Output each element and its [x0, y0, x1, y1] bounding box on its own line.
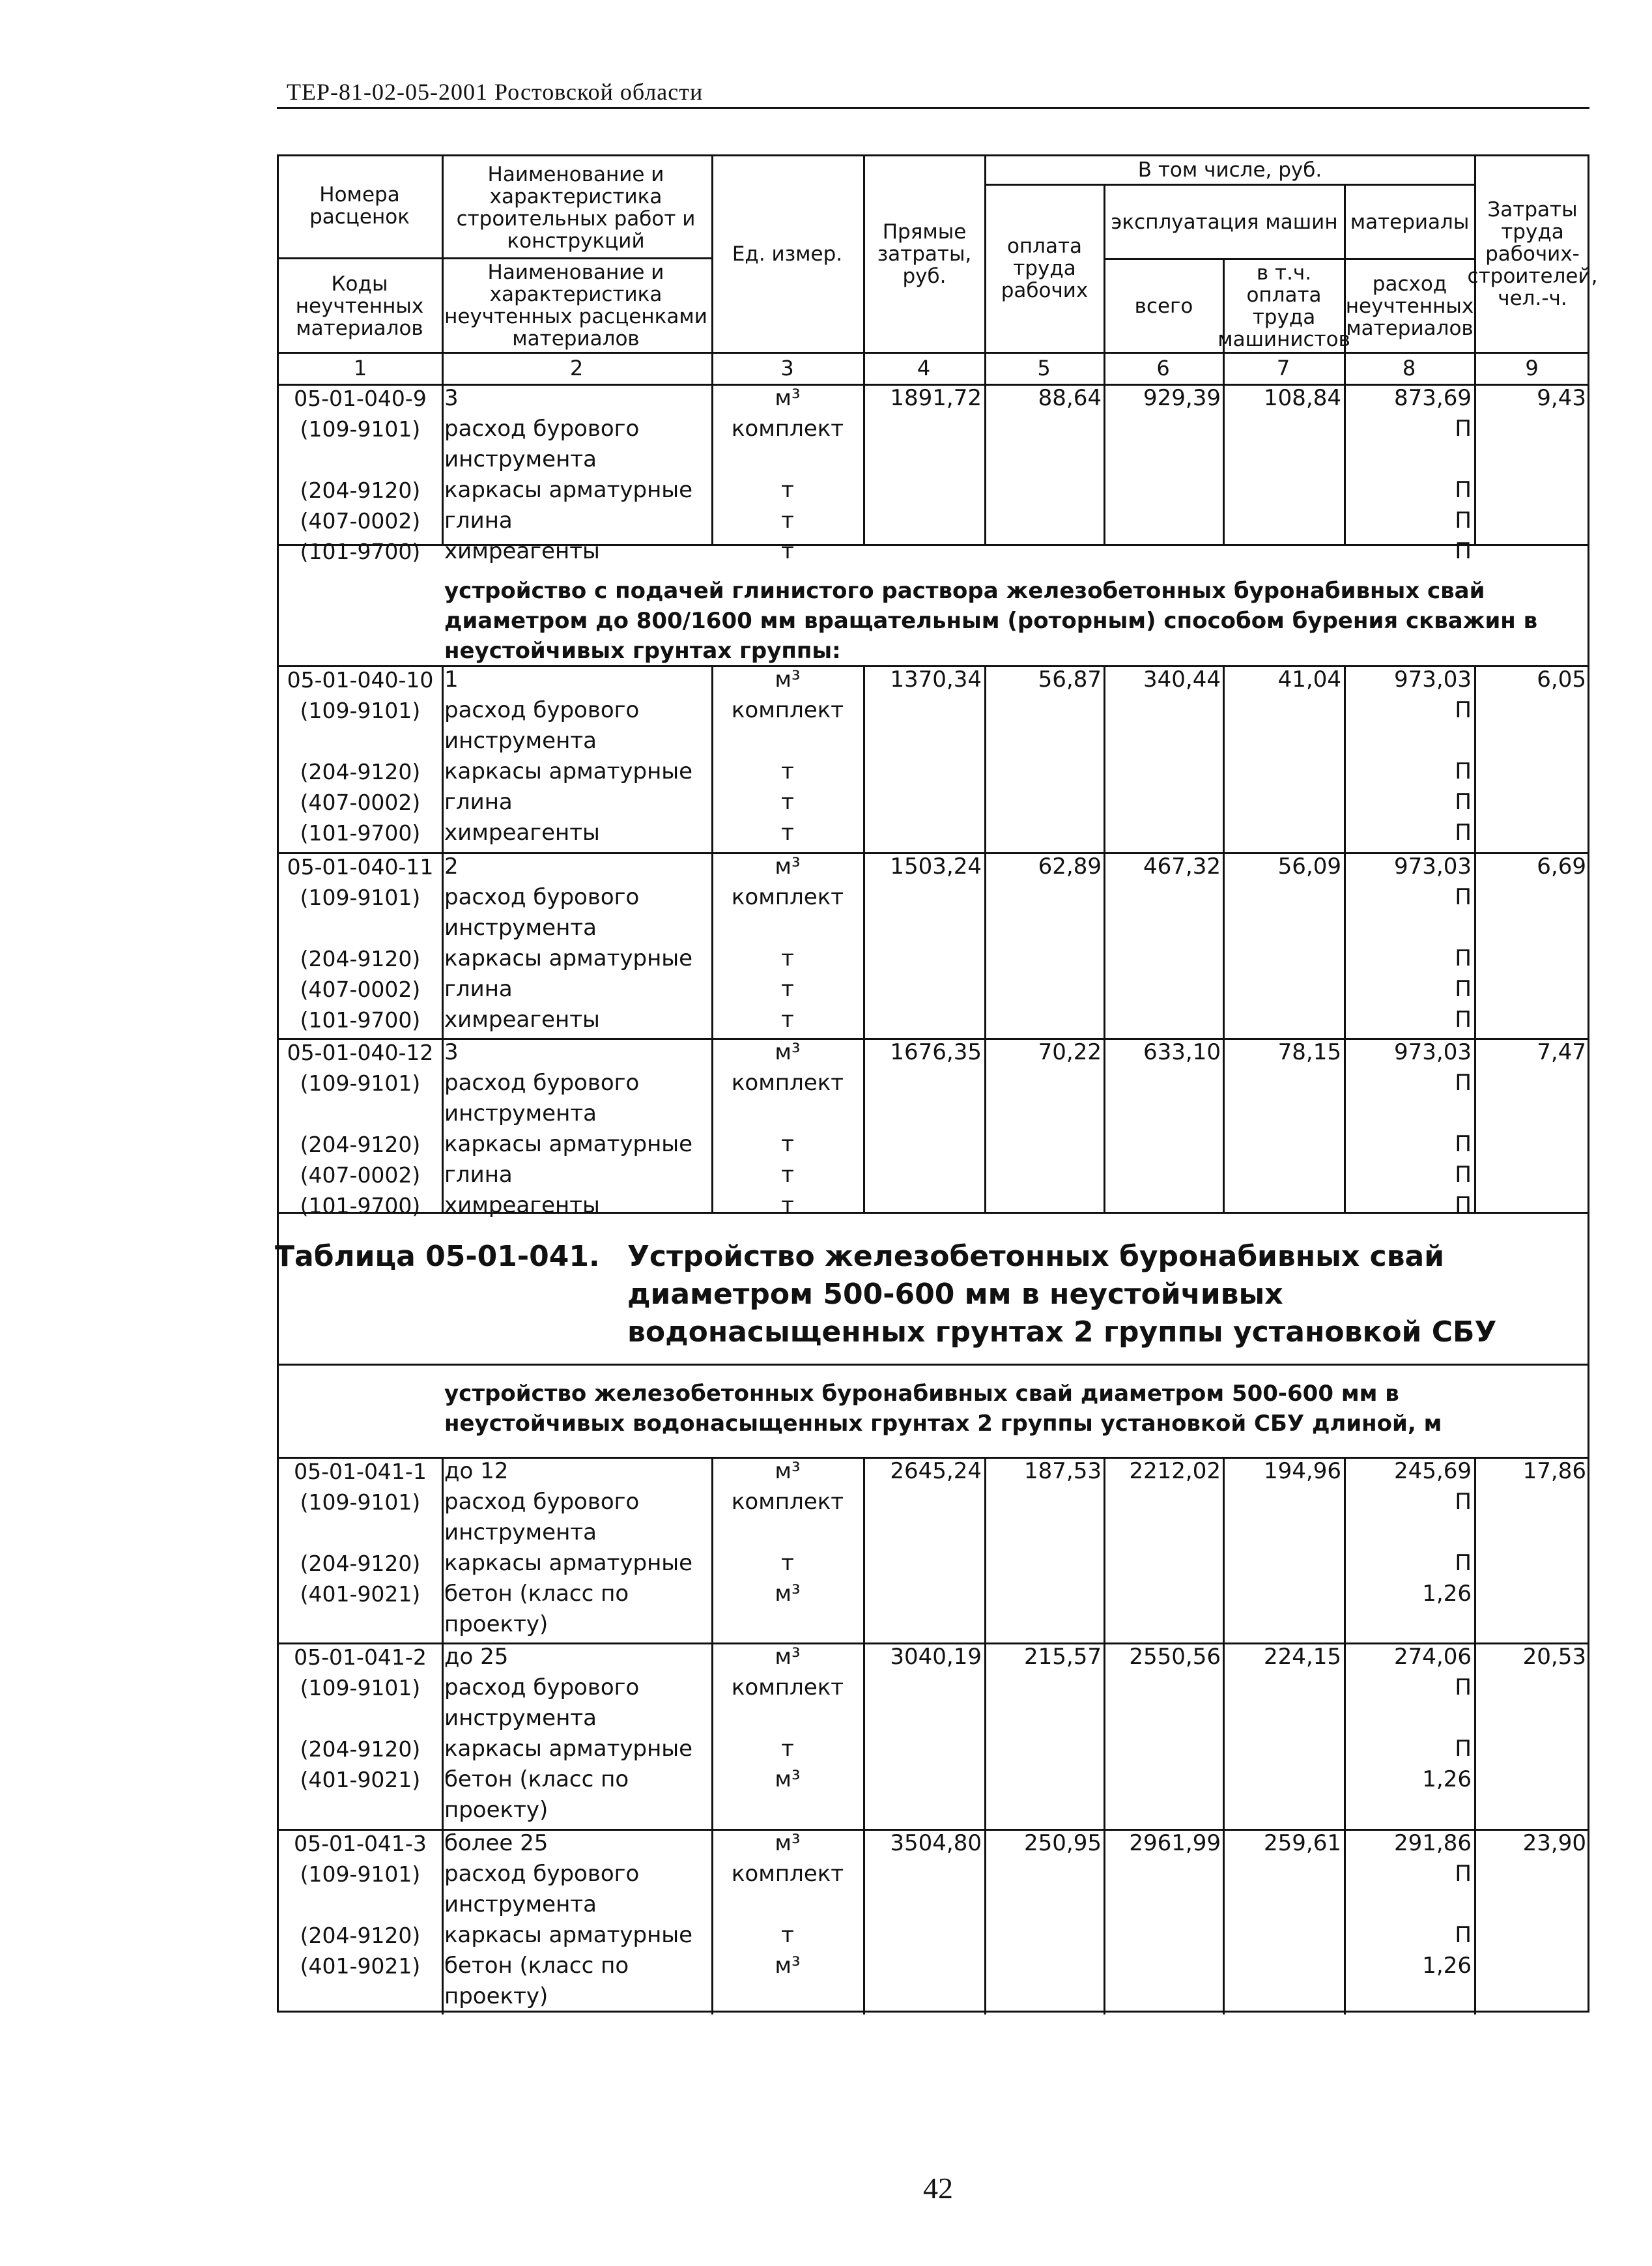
unit: т	[781, 758, 794, 784]
work-name: инструмента	[444, 446, 597, 472]
material-cost: П	[1455, 1674, 1472, 1700]
material-cost: П	[1455, 1131, 1472, 1157]
machinist-pay: 78,15	[1277, 1039, 1341, 1065]
work-name: расход бурового	[444, 1489, 640, 1515]
rate-code: (204-9120)	[300, 946, 421, 971]
rate-code: (101-9700)	[300, 1007, 421, 1033]
unit: комплект	[731, 416, 844, 442]
direct-cost: 1891,72	[890, 385, 982, 411]
direct-cost: 3504,80	[890, 1830, 982, 1856]
direct-cost: 1676,35	[890, 1039, 982, 1065]
machinist-pay: 224,15	[1264, 1644, 1341, 1670]
material-cost: П	[1455, 758, 1472, 784]
work-name: расход бурового	[444, 697, 640, 723]
labor-hours: 17,86	[1522, 1458, 1586, 1484]
rate-code: (401-9021)	[300, 1581, 421, 1607]
work-name: каркасы арматурные	[444, 758, 693, 784]
material-cost: П	[1455, 945, 1472, 971]
material-cost: П	[1455, 1162, 1472, 1188]
rate-code: (401-9021)	[300, 1767, 421, 1792]
work-name: инструмента	[444, 1519, 597, 1545]
header-direct-costs: Прямые затраты, руб.	[877, 220, 972, 288]
rate-code: 05-01-040-9	[294, 386, 427, 411]
material-cost: П	[1455, 789, 1472, 815]
material-cost: 973,03	[1394, 667, 1472, 693]
material-cost: 873,69	[1394, 385, 1472, 411]
work-name: до 12	[444, 1458, 509, 1484]
material-cost: П	[1455, 416, 1472, 442]
material-cost: 1,26	[1422, 1766, 1472, 1792]
rate-code: 05-01-040-12	[287, 1040, 434, 1065]
labor-pay: 187,53	[1024, 1458, 1102, 1484]
unit: м³	[775, 1830, 801, 1856]
header-material-consumption: расход неучтенных материалов	[1345, 272, 1474, 340]
labor-hours: 6,05	[1537, 667, 1586, 693]
work-name: до 25	[444, 1644, 509, 1670]
column-index: 7	[1276, 356, 1290, 380]
unit: комплект	[731, 1489, 844, 1515]
unit: т	[781, 1736, 794, 1762]
work-name: инструмента	[444, 1705, 597, 1731]
direct-cost: 1370,34	[890, 667, 982, 693]
unit: комплект	[731, 697, 844, 723]
work-name: 1	[444, 667, 459, 693]
work-name: проекту)	[444, 1611, 548, 1637]
direct-cost: 1503,24	[890, 853, 982, 880]
unit: комплект	[731, 1070, 844, 1096]
labor-pay: 215,57	[1024, 1644, 1102, 1670]
work-name: бетон (класс по	[444, 1766, 629, 1792]
unit: м³	[775, 667, 801, 693]
column-index: 3	[780, 356, 794, 380]
labor-pay: 56,87	[1038, 667, 1102, 693]
unit: комплект	[731, 1861, 844, 1887]
rate-code: (407-0002)	[300, 790, 421, 815]
work-name: 3	[444, 385, 459, 411]
rate-table	[275, 154, 1598, 2013]
labor-pay: 88,64	[1038, 385, 1102, 411]
rate-code: (101-9700)	[300, 1193, 421, 1218]
material-cost: 1,26	[1422, 1953, 1472, 1979]
work-name: химреагенты	[444, 538, 600, 564]
unit: м³	[775, 1953, 801, 1979]
unit: т	[781, 1922, 794, 1948]
column-index: 4	[917, 356, 931, 380]
material-cost: П	[1455, 1070, 1472, 1096]
section-041-description: устройство железобетонных буронабивных свай диаметром 500-600 мм в неустойчивых водонасыщенных грунтах 2 группы установкой СБУ длиной, м	[444, 1381, 1442, 1437]
material-cost: П	[1455, 976, 1472, 1002]
header-machines: эксплуатация машин	[1111, 210, 1338, 234]
rate-code: 05-01-040-11	[287, 854, 434, 880]
work-name: глина	[444, 1162, 513, 1188]
work-name: глина	[444, 508, 513, 534]
material-cost: 291,86	[1394, 1830, 1472, 1856]
work-name: 2	[444, 853, 459, 880]
unit: т	[781, 508, 794, 534]
rate-code: (109-9101)	[300, 1861, 421, 1887]
running-header	[277, 73, 1589, 109]
material-cost: П	[1455, 1736, 1472, 1762]
machinist-pay: 259,61	[1264, 1830, 1341, 1856]
column-index: 2	[569, 356, 584, 380]
work-name: расход бурового	[444, 1674, 640, 1700]
material-cost: П	[1455, 538, 1472, 564]
direct-cost: 3040,19	[890, 1644, 982, 1670]
rate-code: (204-9120)	[300, 1551, 421, 1576]
rate-code: (109-9101)	[300, 416, 421, 442]
rate-code: 05-01-041-2	[294, 1644, 427, 1670]
work-name: химреагенты	[444, 820, 600, 846]
work-name: каркасы арматурные	[444, 945, 693, 971]
running-header-text: ТЕР-81-02-05-2001 Ростовской области	[287, 79, 704, 105]
rate-code: (101-9700)	[300, 539, 421, 564]
rate-code: (401-9021)	[300, 1953, 421, 1979]
column-index: 9	[1525, 356, 1539, 380]
unit: м³	[775, 1581, 801, 1607]
work-name: расход бурового	[444, 416, 640, 442]
labor-pay: 250,95	[1024, 1830, 1102, 1856]
work-name: инструмента	[444, 915, 597, 941]
material-cost: П	[1455, 820, 1472, 846]
rate-code: (407-0002)	[300, 1162, 421, 1188]
work-name: бетон (класс по	[444, 1953, 629, 1979]
work-name: химреагенты	[444, 1192, 600, 1218]
work-name: расход бурового	[444, 1861, 640, 1887]
machinist-pay: 108,84	[1264, 385, 1341, 411]
unit: м³	[775, 385, 801, 411]
material-cost: П	[1455, 1489, 1472, 1515]
rate-code: 05-01-040-10	[287, 667, 434, 693]
unit: т	[781, 976, 794, 1002]
unit: т	[781, 1131, 794, 1157]
labor-hours: 6,69	[1537, 853, 1586, 880]
unit: комплект	[731, 1674, 844, 1700]
rate-code: 05-01-041-3	[294, 1831, 427, 1856]
header-labor-costs: Затраты труда рабочих-строителей, чел.-ч.	[1467, 198, 1598, 310]
page-number: 42	[923, 2172, 953, 2205]
work-name: 3	[444, 1039, 459, 1065]
material-cost: 973,03	[1394, 853, 1472, 880]
unit: м³	[775, 1766, 801, 1792]
work-name: глина	[444, 976, 513, 1002]
unit: комплект	[731, 884, 844, 910]
work-name: инструмента	[444, 1100, 597, 1126]
material-cost: П	[1455, 1192, 1472, 1218]
header-material-name: Наименование и характеристика неучтенных расценками материалов	[444, 261, 707, 351]
rate-code: (109-9101)	[300, 1070, 421, 1096]
column-index: 1	[353, 356, 367, 380]
header-work-name: Наименование и характеристика строительных работ и конструкций	[456, 163, 696, 253]
unit: т	[781, 477, 794, 503]
machine-cost: 2961,99	[1129, 1830, 1221, 1856]
rate-code: (109-9101)	[300, 885, 421, 910]
table-041-title: Устройство железобетонных буронабивных свай диаметром 500-600 мм в неустойчивых водонасыщенных грунтах 2 группы установкой СБУ	[627, 1240, 1497, 1349]
rate-code: (204-9120)	[300, 478, 421, 503]
machine-cost: 929,39	[1143, 385, 1221, 411]
unit: м³	[775, 1458, 801, 1484]
material-cost: П	[1455, 1550, 1472, 1576]
rate-code: (407-0002)	[300, 508, 421, 534]
work-name: каркасы арматурные	[444, 1550, 693, 1576]
rate-code: (204-9120)	[300, 1132, 421, 1157]
work-name: каркасы арматурные	[444, 477, 693, 503]
material-cost: 245,69	[1394, 1458, 1472, 1484]
work-name: проекту)	[444, 1983, 548, 2009]
work-name: инструмента	[444, 1891, 597, 1917]
unit: м³	[775, 1039, 801, 1065]
header-machinists-pay: в т.ч. оплата труда машинистов	[1218, 261, 1350, 351]
material-cost: П	[1455, 508, 1472, 534]
header-labor-pay: оплата труда рабочих	[1001, 235, 1089, 302]
labor-hours: 7,47	[1537, 1039, 1586, 1065]
unit: т	[781, 820, 794, 846]
machine-cost: 467,32	[1143, 853, 1221, 880]
header-materials: материалы	[1350, 210, 1470, 234]
unit: м³	[775, 1644, 801, 1670]
machinist-pay: 56,09	[1277, 853, 1341, 880]
work-name: бетон (класс по	[444, 1581, 629, 1607]
work-name: каркасы арматурные	[444, 1131, 693, 1157]
work-name: каркасы арматурные	[444, 1736, 693, 1762]
column-index: 8	[1402, 356, 1416, 380]
machine-cost: 2212,02	[1129, 1458, 1221, 1484]
labor-pay: 62,89	[1038, 853, 1102, 880]
unit: т	[781, 1192, 794, 1218]
material-cost: П	[1455, 884, 1472, 910]
rate-code: (109-9101)	[300, 1489, 421, 1515]
work-name: проекту)	[444, 1797, 548, 1823]
material-cost: П	[1455, 477, 1472, 503]
labor-hours: 9,43	[1537, 385, 1586, 411]
unit: т	[781, 1550, 794, 1576]
material-cost: П	[1455, 1861, 1472, 1887]
machine-cost: 2550,56	[1129, 1644, 1221, 1670]
work-name: расход бурового	[444, 1070, 640, 1096]
labor-pay: 70,22	[1038, 1039, 1102, 1065]
rate-code: (407-0002)	[300, 977, 421, 1002]
header-material-codes: Коды неучтенных материалов	[295, 272, 424, 340]
material-cost: П	[1455, 697, 1472, 723]
work-name: более 25	[444, 1830, 548, 1856]
work-name: расход бурового	[444, 884, 640, 910]
table-041-label: Таблица 05-01-041.	[275, 1240, 600, 1273]
rate-code: (101-9700)	[300, 820, 421, 846]
work-name: глина	[444, 789, 513, 815]
work-name: каркасы арматурные	[444, 1922, 693, 1948]
column-index: 5	[1037, 356, 1051, 380]
section-040-description: устройство с подачей глинистого раствора железобетонных буронабивных свай диаметром до 800/1600 мм вращательным (роторным) способом бурения скважин в неустойчивых грунтах группы:	[444, 578, 1538, 664]
material-cost: 1,26	[1422, 1581, 1472, 1607]
rate-code: (109-9101)	[300, 698, 421, 723]
labor-hours: 20,53	[1522, 1644, 1586, 1670]
column-index: 6	[1156, 356, 1170, 380]
rate-code: (204-9120)	[300, 1923, 421, 1948]
rate-code: (204-9120)	[300, 1736, 421, 1762]
machinist-pay: 41,04	[1277, 667, 1341, 693]
header-unit: Ед. измер.	[732, 242, 843, 266]
machinist-pay: 194,96	[1264, 1458, 1341, 1484]
header-including: В том числе, руб.	[1137, 158, 1322, 182]
unit: т	[781, 538, 794, 564]
material-cost: П	[1455, 1007, 1472, 1033]
unit: т	[781, 789, 794, 815]
material-cost: 274,06	[1394, 1644, 1472, 1670]
material-cost: П	[1455, 1922, 1472, 1948]
rate-code: (109-9101)	[300, 1675, 421, 1700]
unit: т	[781, 1007, 794, 1033]
work-name: инструмента	[444, 728, 597, 754]
material-cost: 973,03	[1394, 1039, 1472, 1065]
header-machines-total: всего	[1134, 294, 1193, 318]
rate-code: (204-9120)	[300, 759, 421, 784]
unit: т	[781, 1162, 794, 1188]
direct-cost: 2645,24	[890, 1458, 982, 1484]
header-rate-numbers: Номера расценок	[309, 183, 410, 229]
labor-hours: 23,90	[1522, 1830, 1586, 1856]
machine-cost: 340,44	[1143, 667, 1221, 693]
rate-code: 05-01-041-1	[294, 1459, 427, 1484]
unit: т	[781, 945, 794, 971]
machine-cost: 633,10	[1143, 1039, 1221, 1065]
work-name: химреагенты	[444, 1007, 600, 1033]
unit: м³	[775, 853, 801, 880]
